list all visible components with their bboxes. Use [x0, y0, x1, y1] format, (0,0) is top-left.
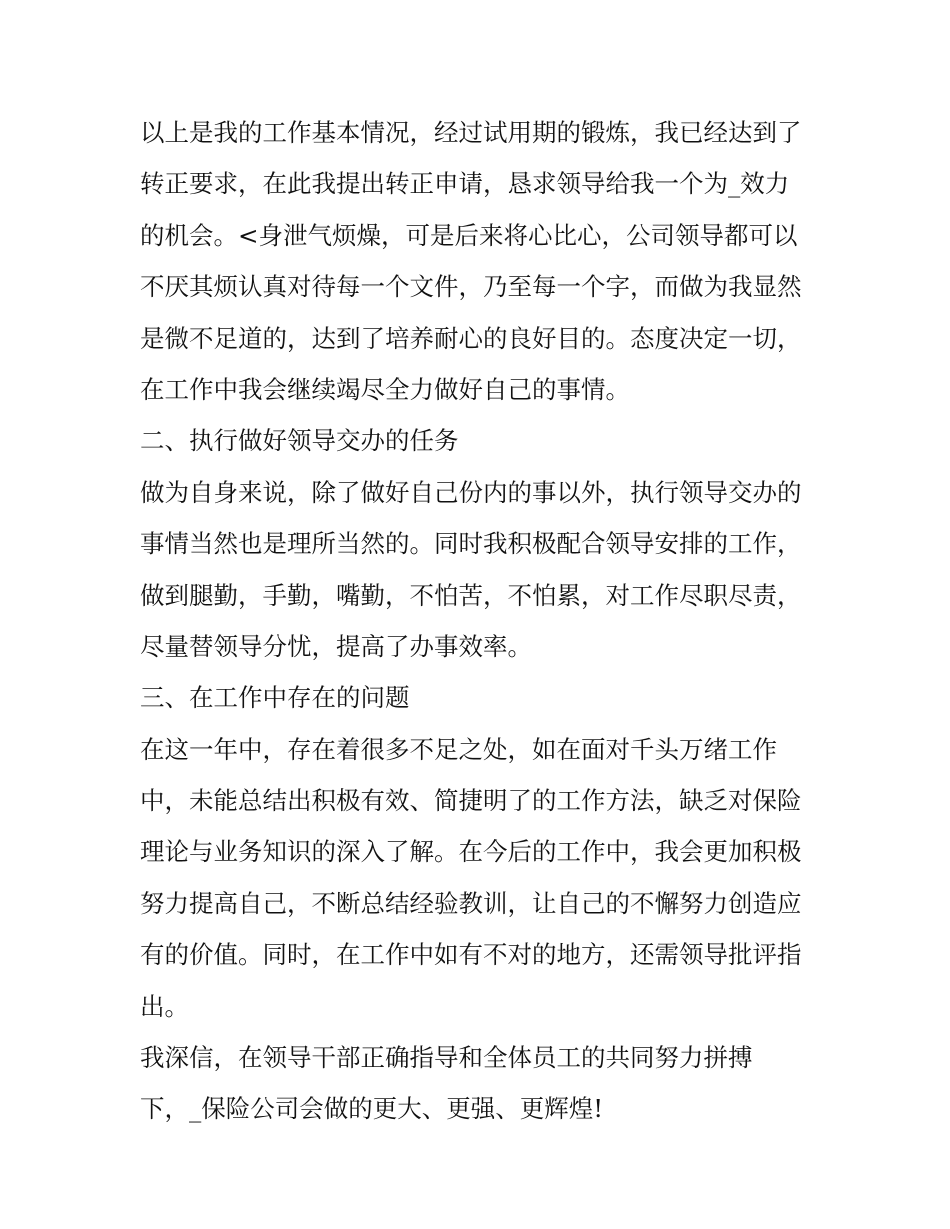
body-line: 尽量替领导分忧，提高了办事效率。 — [140, 631, 532, 661]
body-line: 下，_保险公司会做的更大、更强、更辉煌! — [140, 1094, 604, 1124]
body-line: 的机会。<身泄气烦燥，可是后来将心比心，公司领导都可以 — [140, 220, 798, 250]
body-line: 出。 — [140, 991, 189, 1021]
section-heading: 三、在工作中存在的问题 — [140, 683, 410, 713]
document-body — [140, 107, 820, 1135]
body-line: 以上是我的工作基本情况，经过试用期的锻炼，我已经达到了 — [140, 118, 802, 147]
body-line: 在工作中我会继续竭尽全力做好自己的事情。 — [140, 374, 630, 404]
body-line: 事情当然也是理所当然的。同时我积极配合领导安排的工作， — [140, 529, 802, 559]
section-heading: 二、执行做好领导交办的任务 — [140, 426, 459, 456]
body-line: 在这一年中，存在着很多不足之处，如在面对千头万绪工作 — [140, 734, 777, 764]
body-line: 是微不足道的，达到了培养耐心的良好目的。态度决定一切， — [140, 323, 802, 353]
body-line: 做为自身来说，除了做好自己份内的事以外，执行领导交办的 — [140, 477, 802, 507]
body-line: 中，未能总结出积极有效、简捷明了的工作方法，缺乏对保险 — [140, 786, 802, 816]
body-line: 做到腿勤，手勤，嘴勤，不怕苦，不怕累，对工作尽职尽责， — [140, 580, 802, 610]
body-line: 我深信，在领导干部正确指导和全体员工的共同努力拼搏 — [140, 1043, 753, 1073]
body-line: 不厌其烦认真对待每一个文件，乃至每一个字，而做为我显然 — [140, 272, 802, 302]
body-line: 有的价值。同时，在工作中如有不对的地方，还需领导批评指 — [140, 940, 802, 970]
body-line: 努力提高自己，不断总结经验教训，让自己的不懈努力创造应 — [140, 888, 802, 918]
body-line: 转正要求，在此我提出转正申请，恳求领导给我一个为_效力 — [140, 169, 790, 199]
body-line: 理论与业务知识的深入了解。在今后的工作中，我会更加积极 — [140, 837, 802, 867]
